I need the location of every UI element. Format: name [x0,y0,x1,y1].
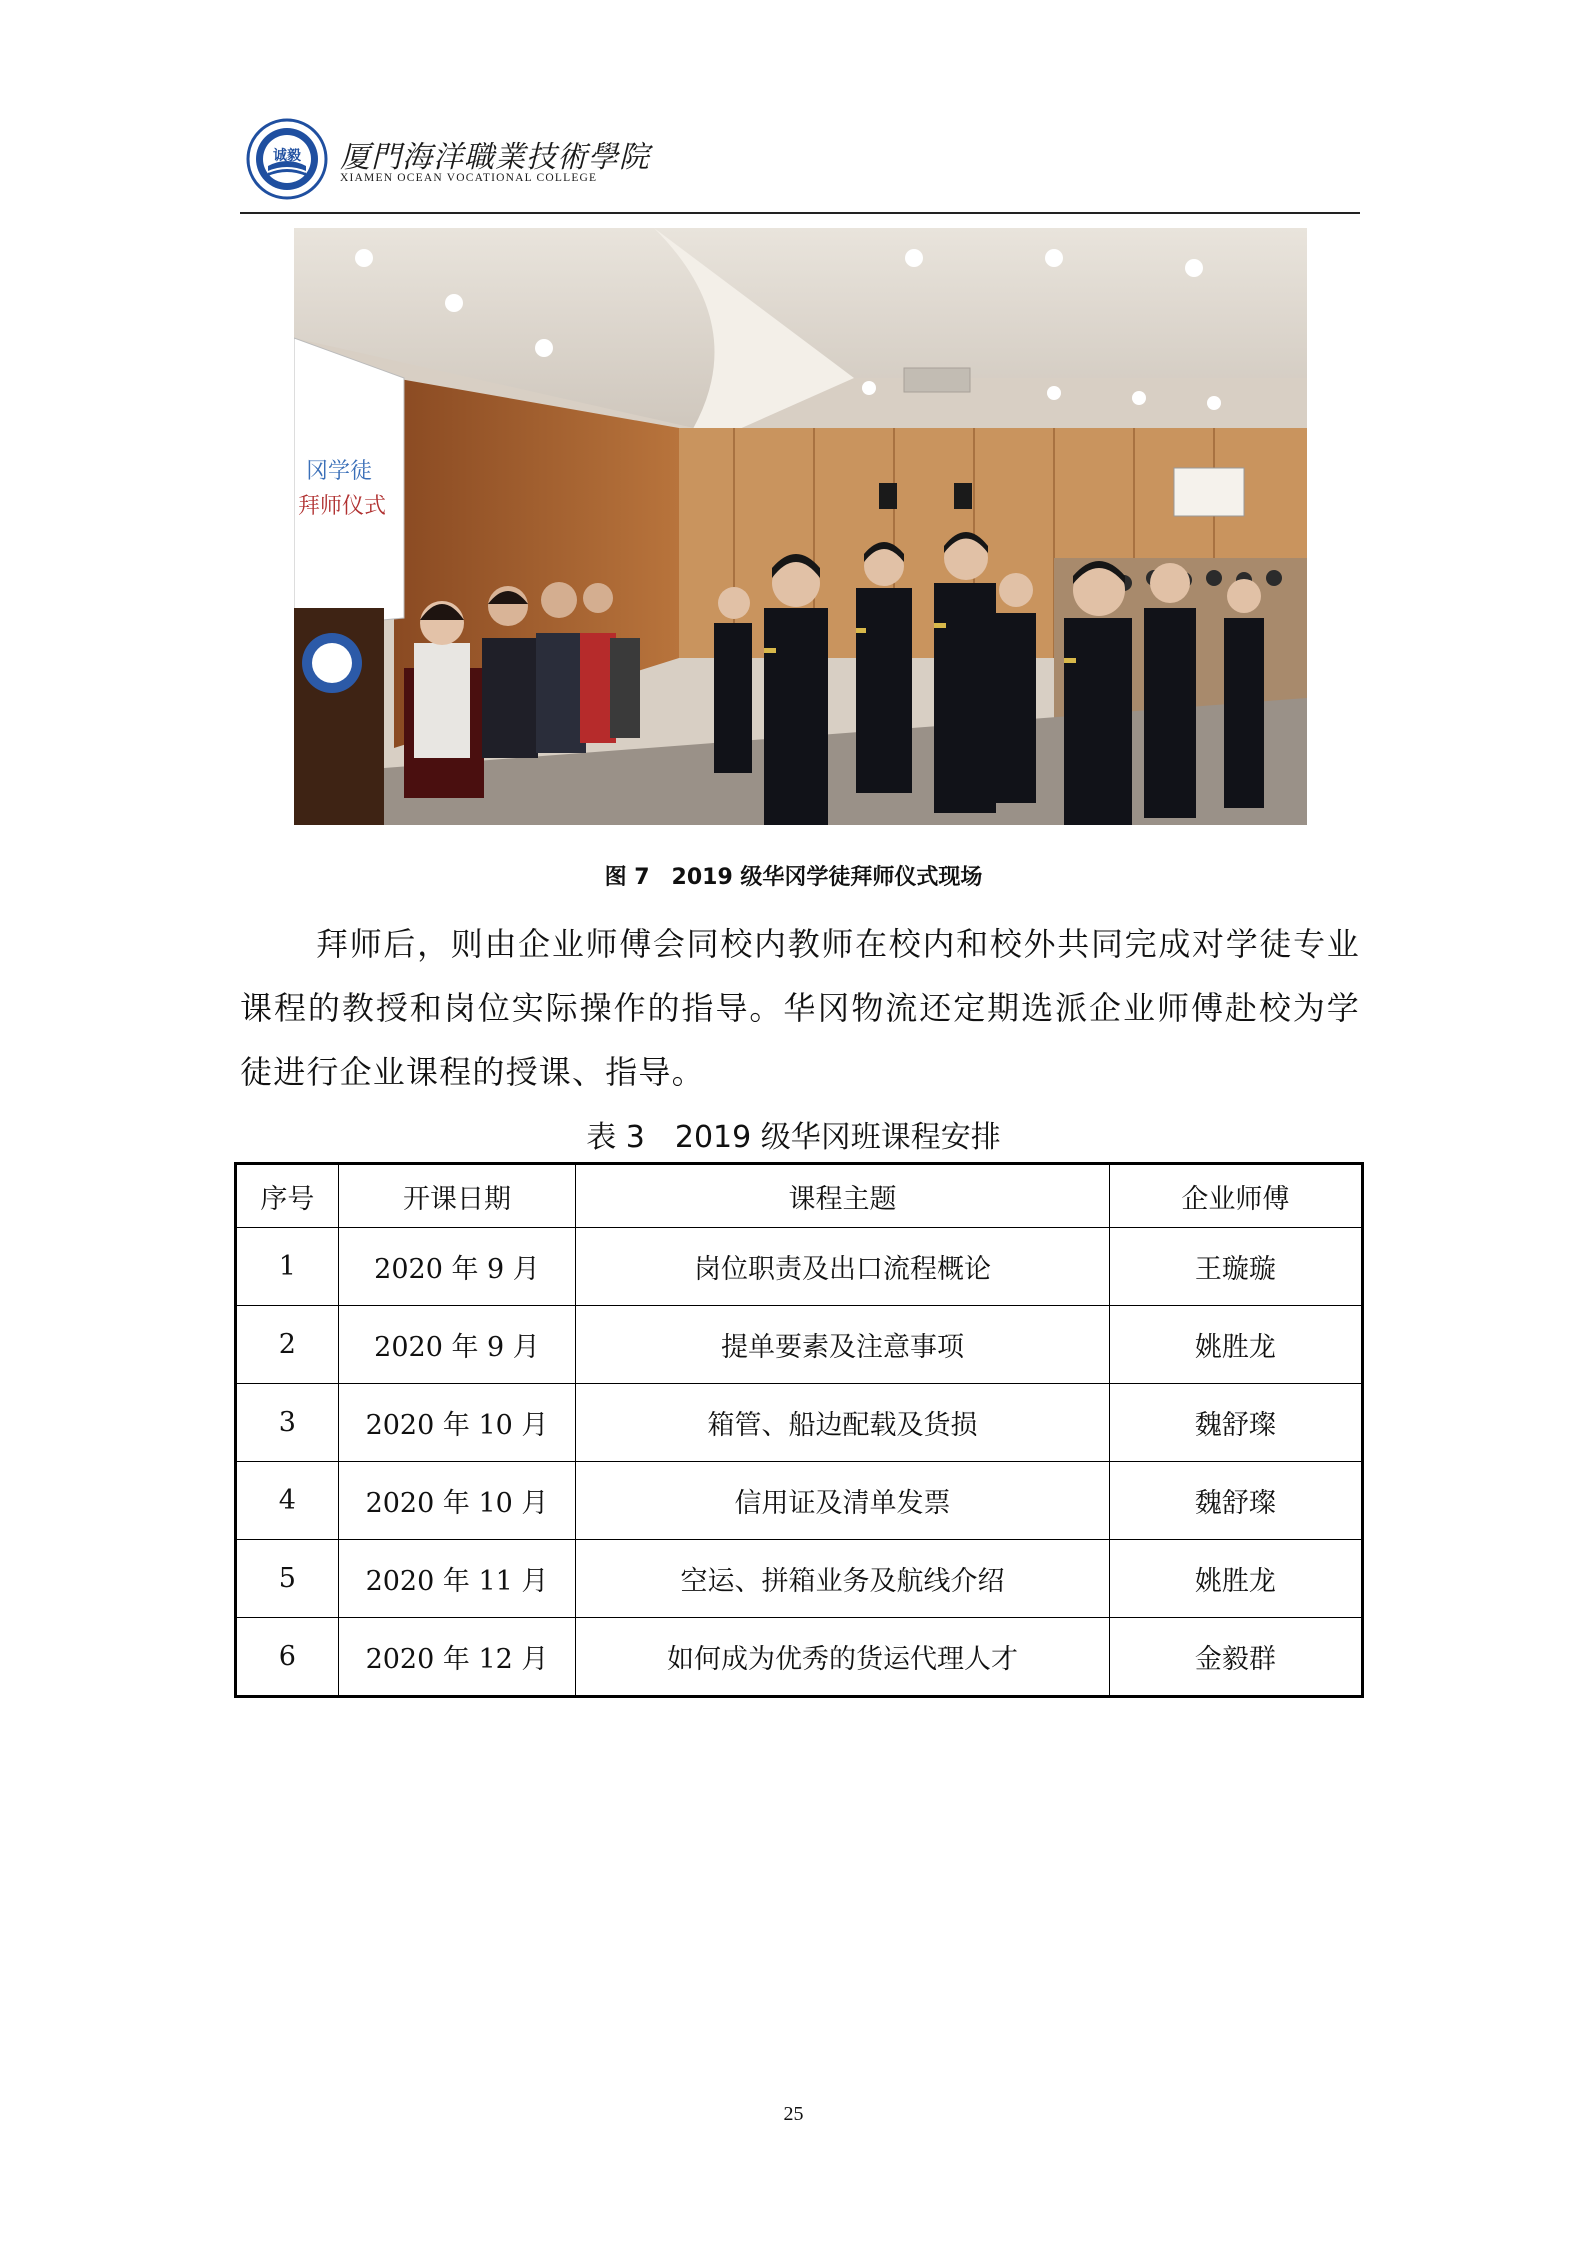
cell-mentor: 魏舒璨 [1109,1462,1362,1540]
board-text-2: 拜师仪式 [298,494,387,519]
table-row [236,1384,1363,1462]
cell-mentor: 姚胜龙 [1109,1540,1362,1618]
cell-no: 6 [236,1618,339,1697]
cell-topic: 空运、拼箱业务及航线介绍 [576,1540,1109,1618]
board-text-1: 冈学徒 [306,459,373,484]
cell-topic: 如何成为优秀的货运代理人才 [576,1618,1109,1697]
header-date: 开课日期 [338,1164,575,1228]
header-rule [240,212,1360,214]
cell-mentor: 姚胜龙 [1109,1306,1362,1384]
cell-no: 5 [236,1540,339,1618]
header-topic: 课程主题 [576,1164,1109,1228]
ceremony-photo [294,228,1307,825]
cell-no: 4 [236,1462,339,1540]
cell-topic: 岗位职责及出口流程概论 [576,1228,1109,1306]
table-row [236,1228,1363,1306]
cell-mentor: 金毅群 [1109,1618,1362,1697]
cell-date: 2020 年 9 月 [338,1228,575,1306]
course-table [234,1162,1364,1698]
cell-no: 3 [236,1384,339,1462]
header-no: 序号 [236,1164,339,1228]
table-row [236,1306,1363,1384]
table-row [236,1618,1363,1697]
cell-mentor: 魏舒璨 [1109,1384,1362,1462]
college-logo [246,118,328,200]
college-name-en: XIAMEN OCEAN VOCATIONAL COLLEGE [340,172,598,184]
cell-date: 2020 年 12 月 [338,1618,575,1697]
table-row [236,1462,1363,1540]
cell-date: 2020 年 10 月 [338,1462,575,1540]
college-name-cn: 厦門海洋職業技術學院 [340,140,650,175]
cell-topic: 箱管、船边配载及货损 [576,1384,1109,1462]
cell-no: 1 [236,1228,339,1306]
page-number: 25 [783,2103,804,2125]
cell-date: 2020 年 11 月 [338,1540,575,1618]
figure-caption: 图 7 2019 级华冈学徒拜师仪式现场 [604,865,983,890]
header-mentor: 企业师傅 [1109,1164,1362,1228]
table-header-row [236,1164,1363,1228]
cell-mentor: 王璇璇 [1109,1228,1362,1306]
logo-text: 诚毅 [273,148,301,164]
body-paragraph: 拜师后，则由企业师傅会同校内教师在校内和校外共同完成对学徒专业课程的教授和岗位实际操作的指导。华冈物流还定期选派企业师傅赴校为学徒进行企业课程的授课、指导。 [240,925,1360,1091]
table-row [236,1540,1363,1618]
cell-no: 2 [236,1306,339,1384]
table-title: 表 3 2019 级华冈班课程安排 [586,1120,1001,1155]
cell-date: 2020 年 10 月 [338,1384,575,1462]
cell-topic: 提单要素及注意事项 [576,1306,1109,1384]
cell-topic: 信用证及清单发票 [576,1462,1109,1540]
cell-date: 2020 年 9 月 [338,1306,575,1384]
